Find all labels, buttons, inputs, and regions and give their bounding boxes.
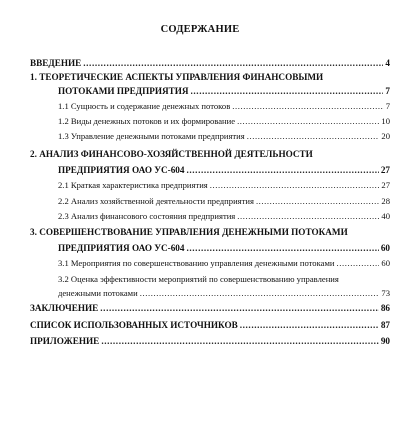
toc-page: 7 (385, 101, 390, 111)
leader-dots (237, 211, 379, 222)
toc-page: 4 (385, 58, 390, 68)
toc-label: 2.3 Анализ финансового состояния предприятия (58, 211, 236, 221)
toc-entry-1-3 (58, 131, 390, 142)
leader-dots (186, 165, 378, 176)
toc-label: 2.1 Краткая характеристика предприятия (58, 180, 208, 190)
toc-page: 87 (380, 320, 390, 330)
toc-entry-3-2 (58, 288, 390, 299)
toc-entry-references (30, 320, 390, 331)
toc-label: ПОТОКАМИ ПРЕДПРИЯТИЯ (58, 86, 189, 96)
leader-dots (83, 58, 383, 69)
toc-entry-chapter-1 (58, 86, 390, 97)
page-title: СОДЕРЖАНИЕ (160, 24, 240, 35)
toc-page: 60 (381, 258, 390, 268)
toc-entry-3-1 (58, 258, 390, 269)
leader-dots (140, 288, 380, 299)
leader-dots (247, 131, 380, 142)
toc-entry-3-2-title: 3.2 Оценка эффективности мероприятий по совершенствованию управления (58, 274, 339, 284)
toc-label: ПРЕДПРИЯТИЯ ОАО УС-604 (58, 165, 185, 175)
toc-label: ПРИЛОЖЕНИЕ (30, 336, 100, 346)
leader-dots (101, 336, 379, 347)
leader-dots (210, 180, 380, 191)
toc-page: 27 (381, 180, 390, 190)
toc-entry-2-2 (58, 196, 390, 207)
toc-entry-intro (30, 58, 390, 69)
toc-entry-2-3 (58, 211, 390, 222)
toc-entry-appendix (30, 336, 390, 347)
toc-page: 20 (381, 131, 390, 141)
toc-page: 86 (380, 303, 390, 313)
toc-label: ВВЕДЕНИЕ (30, 58, 82, 68)
toc-entry-conclusion (30, 303, 390, 314)
toc-label: 3.1 Мероприятия по совершенствованию управления денежными потоками (58, 258, 335, 268)
toc-page: 40 (381, 211, 390, 221)
toc-page: 60 (380, 243, 390, 253)
leader-dots (186, 243, 378, 254)
toc-label: ЗАКЛЮЧЕНИЕ (30, 303, 99, 313)
toc-chapter-2-title: 2. АНАЛИЗ ФИНАНСОВО-ХОЗЯЙСТВЕННОЙ ДЕЯТЕЛЬНОСТИ (30, 149, 313, 159)
toc-entry-2-1 (58, 180, 390, 191)
toc-page: 28 (381, 196, 390, 206)
toc-page: 10 (381, 116, 390, 126)
toc-chapter-3-title: 3. СОВЕРШЕНСТВОВАНИЕ УПРАВЛЕНИЯ ДЕНЕЖНЫМИ ПОТОКАМИ (30, 227, 348, 237)
toc-entry-chapter-3 (58, 243, 390, 254)
leader-dots (337, 258, 380, 269)
leader-dots (237, 116, 379, 127)
toc-label: СПИСОК ИСПОЛЬЗОВАННЫХ ИСТОЧНИКОВ (30, 320, 238, 330)
toc-entry-chapter-2 (58, 165, 390, 176)
leader-dots (240, 320, 379, 331)
toc-entry-1-2 (58, 116, 390, 127)
toc-label: 1.2 Виды денежных потоков и их формирование (58, 116, 236, 126)
toc-page: 90 (380, 336, 390, 346)
toc-page: 27 (380, 165, 390, 175)
toc-label: 1.3 Управление денежными потоками предприятия (58, 131, 245, 141)
toc-entry-1-1 (58, 101, 390, 112)
toc-page: 73 (381, 288, 390, 298)
leader-dots (191, 86, 384, 97)
toc-label: 2.2 Анализ хозяйственной деятельности предприятия (58, 196, 254, 206)
leader-dots (256, 196, 379, 207)
toc-label: денежными потоками (58, 288, 138, 298)
leader-dots (232, 101, 383, 112)
toc-label: ПРЕДПРИЯТИЯ ОАО УС-604 (58, 243, 185, 253)
toc-chapter-1-title: 1. ТЕОРЕТИЧЕСКИЕ АСПЕКТЫ УПРАВЛЕНИЯ ФИНАНСОВЫМИ (30, 72, 324, 82)
leader-dots (100, 303, 379, 314)
toc-label: 1.1 Сущность и содержание денежных потоков (58, 101, 231, 111)
toc-page: 7 (385, 86, 390, 96)
